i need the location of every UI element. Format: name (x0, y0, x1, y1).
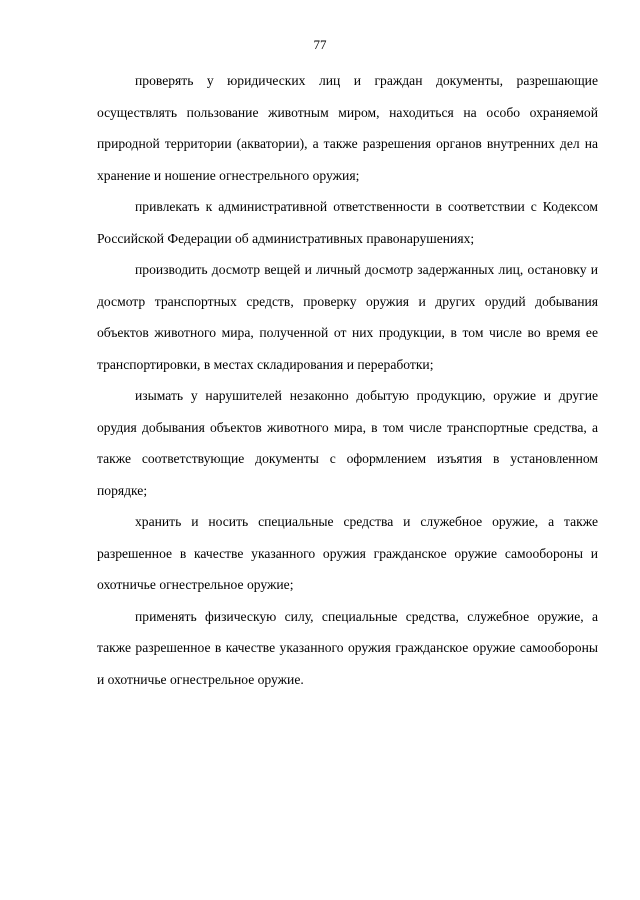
paragraph-carry-weapons: хранить и носить специальные средства и служебное оружие, а также разрешенное в качестве указанного оружия гражданское оружие самообороны и охотничье огнестрельное оружие; (97, 514, 598, 592)
paragraph-administrative-liability: привлекать к административной ответственности в соответствии с Кодексом Российской Федерации об административных правонарушениях; (97, 199, 598, 246)
paragraph-use-force: применять физическую силу, специальные средства, служебное оружие, а также разрешенное в качестве указанного оружия гражданское оружие самообороны и охотничье огнестрельное оружие. (97, 608, 598, 687)
paragraph-check-documents: проверять у юридических лиц и граждан документы, разрешающие осуществлять пользование животным миром, находиться на особо охраняемой природной территории (акватории), а также разрешения органов внутренних дел на хранение и ношение огнестрельного оружия; (97, 73, 598, 183)
document-body (97, 65, 598, 695)
paragraph-seizure: изымать у нарушителей незаконно добытую продукцию, оружие и другие орудия добывания объектов животного мира, в том числе транспортные средства, а также соответствующие документы с оформлением изъятия в установленном порядке; (97, 388, 598, 498)
paragraph-inspection: производить досмотр вещей и личный досмотр задержанных лиц, остановку и досмотр транспортных средств, проверку оружия и других орудий добывания объектов животного мира, полученной от них продукции, в том числе во время ее транспортировки, в местах складирования и переработки; (97, 262, 598, 372)
page-number: 77 (313, 37, 327, 52)
